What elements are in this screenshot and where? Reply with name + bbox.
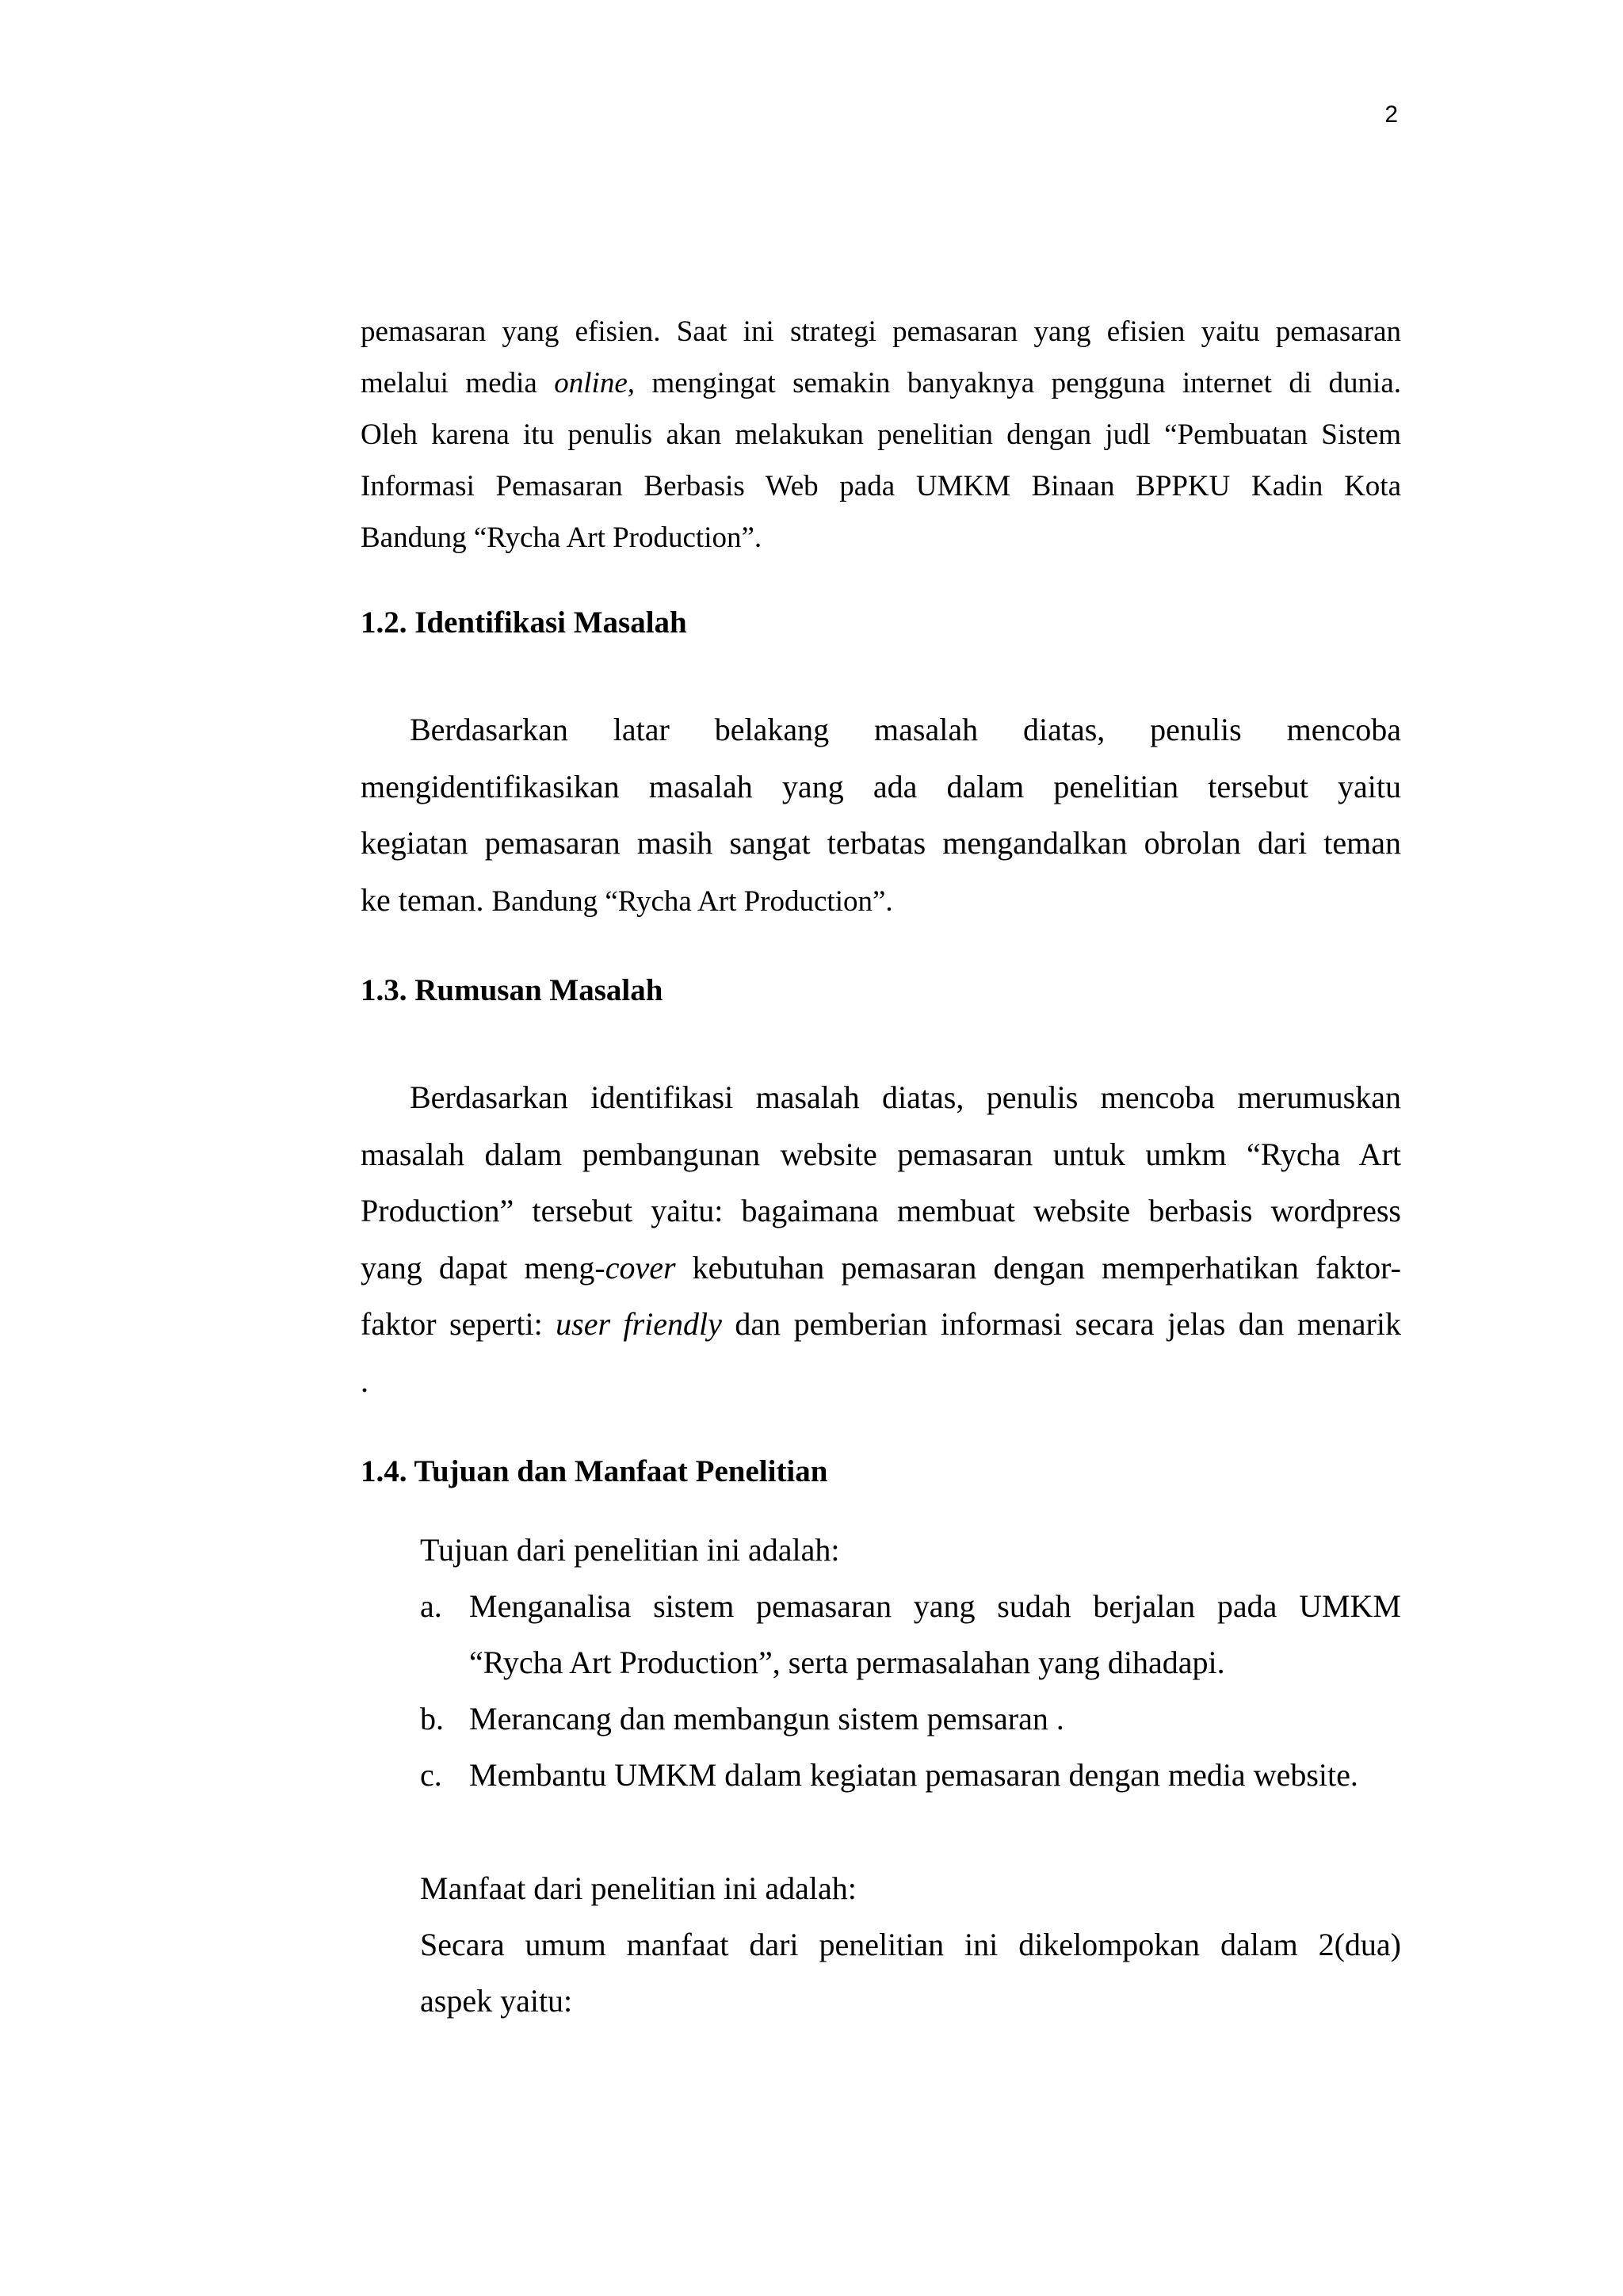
paragraph-line: Secara umum manfaat dari penelitian ini dikelompokan dalam 2(dua) [420, 1927, 1401, 1962]
heading-rumusan-masalah: 1.3. Rumusan Masalah [361, 973, 663, 1007]
paragraph-line: aspek yaitu: [420, 1983, 573, 2019]
list-item-line: Menganalisa sistem pemasaran yang sudah berjalan pada UMKM [469, 1588, 1401, 1624]
identifikasi-paragraph [361, 701, 1401, 930]
list-marker: a. [420, 1588, 442, 1624]
heading-identifikasi-masalah: 1.2. Identifikasi Masalah [361, 606, 687, 640]
list-marker: b. [420, 1701, 444, 1736]
tujuan-intro: Tujuan dari penelitian ini adalah: [420, 1532, 840, 1568]
list-item [420, 1578, 1401, 1690]
paragraph-line: Berdasarkan latar belakang masalah diatas, penulis mencoba [410, 712, 1401, 747]
list-item-line: Merancang dan membangun sistem pemsaran . [469, 1701, 1064, 1736]
paragraph-line: ke teman. Bandung “Rycha Art Production”. [361, 881, 893, 918]
manfaat-intro: Manfaat dari penelitian ini adalah: [420, 1870, 857, 1906]
intro-line: Bandung “Rycha Art Production”. [361, 521, 762, 554]
paragraph-line: kegiatan pemasaran masih sangat terbatas mengandalkan obrolan dari teman [361, 825, 1401, 861]
list-item-line: “Rycha Art Production”, serta permasalahan yang dihadapi. [469, 1645, 1225, 1680]
paragraph-line: mengidentifikasikan masalah yang ada dalam penelitian tersebut yaitu [361, 768, 1401, 804]
intro-line: Informasi Pemasaran Berbasis Web pada UMKM Binaan BPPKU Kadin Kota [361, 470, 1401, 502]
paragraph-line: Berdasarkan identifikasi masalah diatas, penulis mencoba merumuskan [410, 1079, 1401, 1115]
heading-tujuan-manfaat: 1.4. Tujuan dan Manfaat Penelitian [361, 1454, 828, 1488]
list-item [420, 1747, 1401, 1803]
intro-paragraph [361, 306, 1401, 563]
list-item [420, 1690, 1401, 1747]
list-marker: c. [420, 1757, 442, 1793]
paragraph-line: faktor seperti: user friendly dan pemberian informasi secara jelas dan menarik [361, 1306, 1401, 1342]
paragraph-line: masalah dalam pembangunan website pemasaran untuk umkm “Rycha Art [361, 1136, 1401, 1172]
list-item-line: Membantu UMKM dalam kegiatan pemasaran dengan media website. [469, 1757, 1358, 1793]
intro-line: Oleh karena itu penulis akan melakukan penelitian dengan judl “Pembuatan Sistem [361, 418, 1401, 451]
intro-line: melalui media online, mengingat semakin banyaknya pengguna internet di dunia. [361, 367, 1401, 399]
paragraph-line: . [361, 1362, 369, 1399]
paragraph-line: yang dapat meng-cover kebutuhan pemasaran dengan memperhatikan faktor- [361, 1249, 1401, 1286]
page-number: 2 [1384, 101, 1398, 128]
paragraph-line: Production” tersebut yaitu: bagaimana membuat website berbasis wordpress [361, 1193, 1401, 1228]
manfaat-paragraph [420, 1916, 1401, 2029]
intro-line: pemasaran yang efisien. Saat ini strategi pemasaran yang efisien yaitu pemasaran [361, 315, 1401, 348]
rumusan-paragraph [361, 1069, 1401, 1409]
tujuan-list [420, 1578, 1401, 1803]
